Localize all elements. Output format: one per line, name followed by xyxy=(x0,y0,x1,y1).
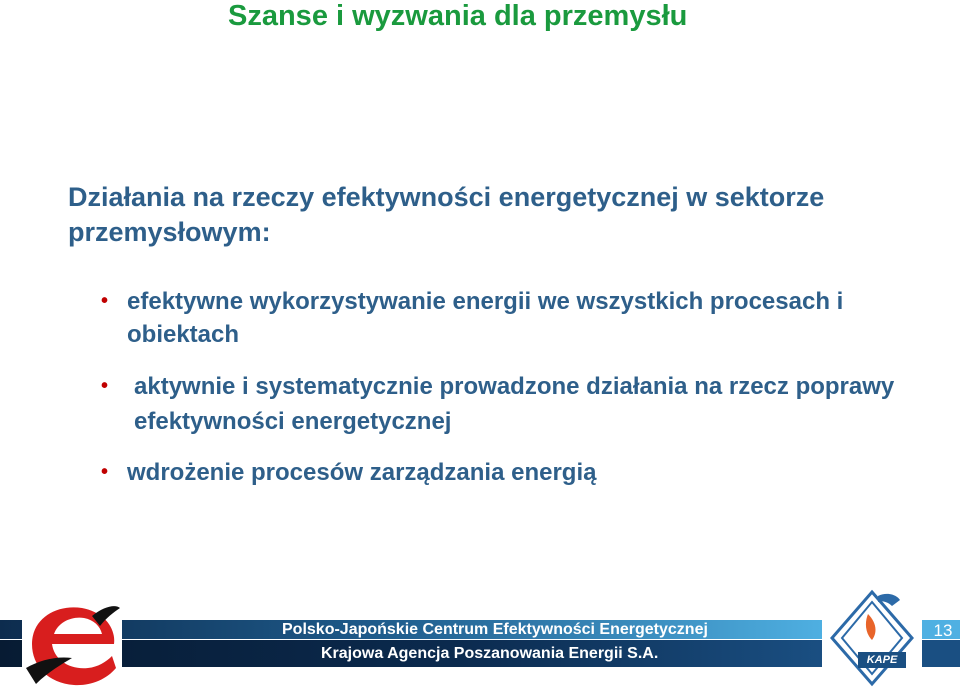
bullet-text: efektywne wykorzystywanie energii we wszystkich procesach i obiektach xyxy=(127,288,844,348)
bullet-item xyxy=(101,285,937,351)
bullet-dot-icon: • xyxy=(101,290,109,312)
bullet-dot-icon: • xyxy=(101,375,109,397)
bullet-item xyxy=(101,456,907,489)
section-heading: Działania na rzeczy efektywności energetycznej w sektorze przemysłowym: xyxy=(68,182,825,247)
e-logo-icon xyxy=(22,598,122,690)
kape-logo-icon xyxy=(822,588,922,690)
bullet-dot-icon: • xyxy=(101,461,109,483)
bullet-item xyxy=(101,369,914,439)
kape-logo-label: KAPE xyxy=(858,652,906,668)
footer xyxy=(0,596,960,694)
footer-agency: Krajowa Agencja Poszanowania Energii S.A. xyxy=(321,645,659,662)
footer-bar-bottom-right xyxy=(922,640,960,667)
footer-organization: Polsko-Japońskie Centrum Efektywności Energetycznej xyxy=(282,621,708,638)
bullet-text: wdrożenie procesów zarządzania energią xyxy=(127,459,597,486)
bullet-text: aktywnie i systematycznie prowadzone działania na rzecz poprawy efektywności energetycznej xyxy=(134,373,895,435)
page-number: 13 xyxy=(933,621,953,640)
slide-title: Szanse i wyzwania dla przemysłu xyxy=(228,0,688,32)
